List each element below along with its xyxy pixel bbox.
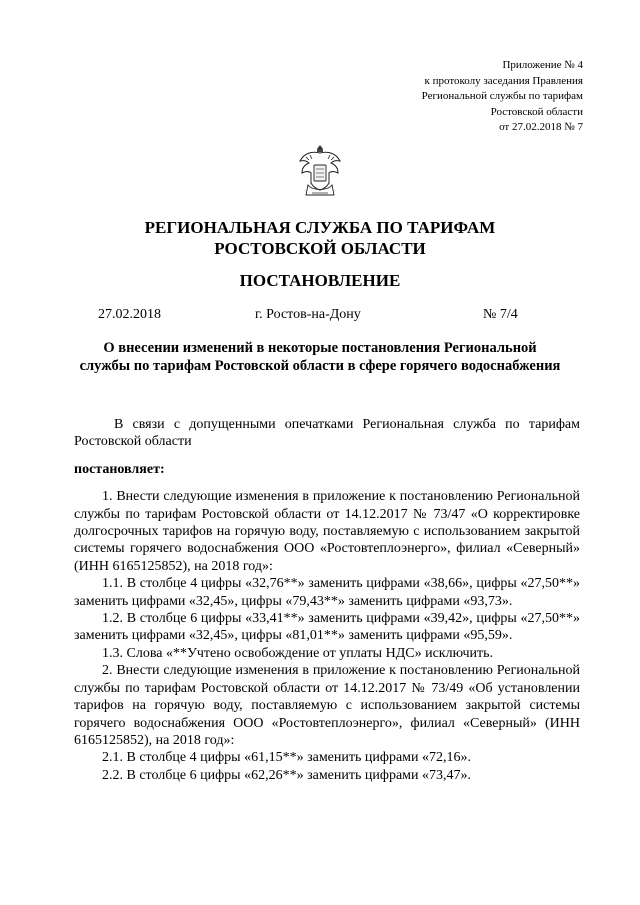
paragraph-1-2: 1.2. В столбце 6 цифры «33,41**» заменить цифрами «39,42», цифры «27,50**» заменить цифрами «32,45», цифры «81,01**» заменить цифрами «95,59». bbox=[74, 611, 580, 644]
annex-line: Приложение № 4 bbox=[502, 59, 583, 71]
subject-line: службы по тарифам Ростовской области в сфере горячего водоснабжения bbox=[79, 358, 561, 374]
annex-line: Региональной службы по тарифам bbox=[421, 90, 583, 102]
document-body bbox=[74, 416, 580, 784]
document-type: ПОСТАНОВЛЕНИЕ bbox=[239, 271, 401, 290]
subject-line: О внесении изменений в некоторые постановления Региональной bbox=[103, 340, 537, 356]
annex-line: к протоколу заседания Правления bbox=[424, 74, 583, 87]
intro-paragraph: В связи с допущенными опечатками Региональная служба по тарифам Ростовской области bbox=[74, 417, 580, 450]
paragraph-1-1: 1.1. В столбце 4 цифры «32,76**» заменить цифрами «38,66», цифры «27,50**» заменить цифрами «32,45», цифры «79,43**» заменить цифрами «93,73». bbox=[74, 576, 580, 609]
document-number: № 7/4 bbox=[483, 307, 518, 322]
annex-line: от 27.02.2018 № 7 bbox=[499, 121, 583, 133]
organization-name bbox=[0, 217, 640, 259]
org-line: РЕГИОНАЛЬНАЯ СЛУЖБА ПО ТАРИФАМ bbox=[144, 218, 496, 237]
annex-note bbox=[323, 58, 583, 136]
document-subject bbox=[60, 339, 580, 375]
document-place: г. Ростов-на-Дону bbox=[255, 307, 361, 322]
document-date: 27.02.2018 bbox=[98, 307, 161, 322]
annex-line: Ростовской области bbox=[490, 105, 583, 118]
paragraph-2-1: 2.1. В столбце 4 цифры «61,15**» заменить цифрами «72,16». bbox=[102, 750, 472, 766]
paragraph-2: 2. Внести следующие изменения в приложение к постановлению Региональной службы по тарифам Ростовской области от 14.12.2017 № 73/49 «Об установлении тарифов на горячую воду, поставляемую с использованием закрытой системы горячего водоснабжения ООО «Ростовтеплоэнерго», филиал «Северный» (ИНН 6165125852), на 2018 год»: bbox=[74, 663, 580, 748]
paragraph-1-3: 1.3. Слова «**Учтено освобождение от уплаты НДС» исключить. bbox=[102, 645, 494, 661]
paragraph-2-2: 2.2. В столбце 6 цифры «62,26**» заменить цифрами «73,47». bbox=[102, 767, 472, 783]
decree-word: постановляет: bbox=[74, 461, 165, 477]
org-line: РОСТОВСКОЙ ОБЛАСТИ bbox=[214, 239, 426, 258]
coat-of-arms-icon bbox=[298, 143, 342, 199]
paragraph-1: 1. Внести следующие изменения в приложение к постановлению Региональной службы по тарифам Ростовской области от 14.12.2017 № 73/47 «О корректировке долгосрочных тарифов на горячую воду, поставляемую с использованием закрытой системы горячего водоснабжения ООО «Ростовтеплоэнерго», филиал «Северный» (ИНН 6165125852), на 2018 год»: bbox=[74, 489, 580, 574]
